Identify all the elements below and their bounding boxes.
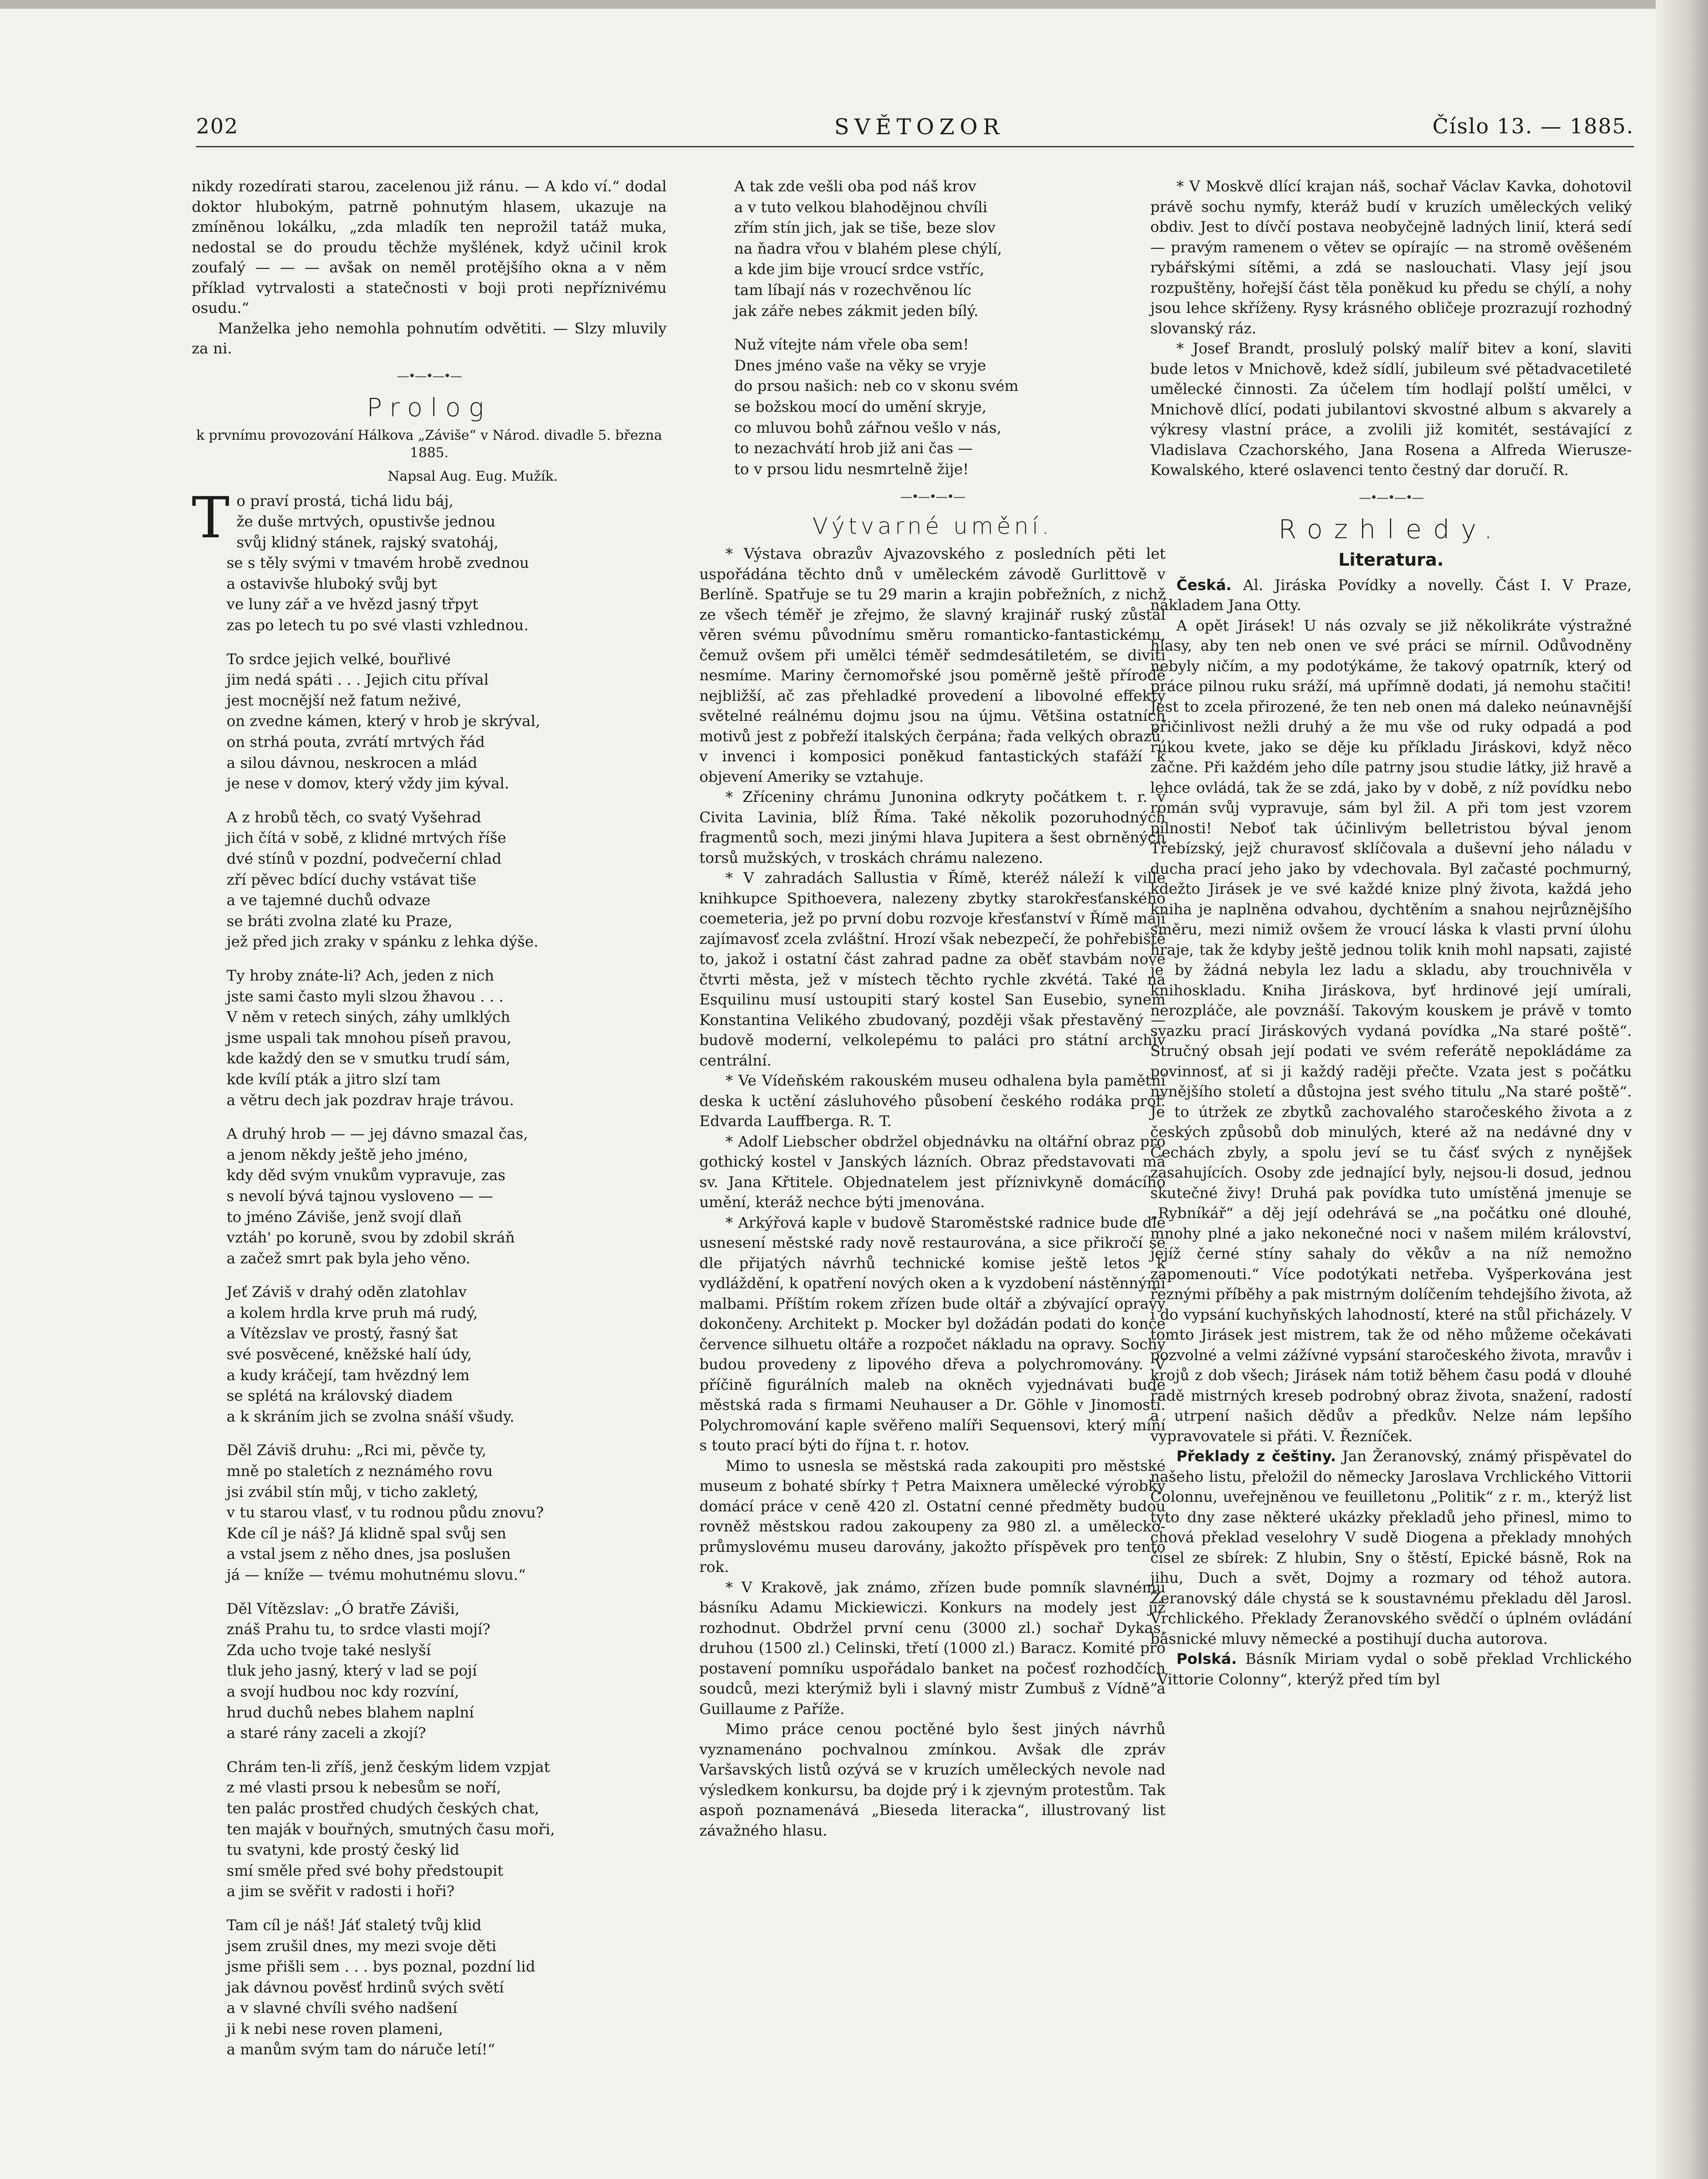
poem-line: do prsou našich: neb co v skonu svém <box>734 377 1019 395</box>
poem-line: Děl Záviš druhu: „Rci mi, pěvče ty, <box>227 1442 487 1459</box>
poem-line: se s těly svými v tmavém hrobě zvednou <box>227 554 529 572</box>
poem-line: svůj klidný stánek, rajský svatoháj, <box>236 533 498 551</box>
preklady-text: Jan Žeranovský, známý přispěvatel do našeho listu, přeložil do německy Jaroslava Vrchlického Vittorii Colonnu, uveřejněnou ve feuilletonu „Politik“ z r. m., kterýž list tyto dny zase některé ukázky překladů jeho přinesl, mimo to chová překlad veselohry V sudě Diogena a překlady mnohých čísel ze sbírek: Z hlubin, Sny o štěstí, Epické básně, Rok na jihu, Duch a svět, Dojmy a rozmary od téhož autora. Žeranovský dále chystá se k soustavnému překladu děl Jarosl. Vrchlického. Překlady Žeranovského svědčí o úplném ovládání básnické mluvy německé a postihují ducha autorova. <box>1150 1448 1632 1648</box>
poem-line: zří pěvec bdící duchy vstávat tiše <box>227 871 477 889</box>
poem-line: to v prsou lidu nesmrtelně žije! <box>734 460 969 478</box>
poem-line: kde každý den se v smutku trudí sám, <box>227 1050 511 1068</box>
poem-line: zřím stín jich, jak se tiše, beze slov <box>734 219 996 237</box>
stanza-gap <box>192 1427 667 1440</box>
poem-line: on strhá pouta, zvrátí mrtvých řád <box>227 733 485 751</box>
prolog-subtitle: k prvnímu provozování Hálkova „Záviše“ v Národ. divadle 5. března 1885. <box>196 427 662 461</box>
polska-label: Polská. <box>1176 1650 1237 1668</box>
stanza-gap <box>192 1269 667 1282</box>
masthead-title: SVĚTOZOR <box>834 114 1005 139</box>
column-left <box>192 176 667 2060</box>
stanza-gap <box>192 1902 667 1915</box>
issue-number: Číslo 13. — 1885. <box>1432 114 1634 139</box>
poem-line: to nezachvátí hrob již ani čas — <box>734 440 973 458</box>
poem-line: a silou dávnou, neskrocen a mlád <box>227 754 478 772</box>
polska-paragraph <box>1150 1649 1632 1690</box>
news-paragraph: * Ve Vídeňském rakouském museu odhalena byla pamětní deska k uctění zásluhového působení českého rodáka prof. Edvarda Lauffberga. R. T. <box>699 1072 1166 1130</box>
poem-line: že duše mrtvých, opustivše jednou <box>236 513 496 531</box>
review-heading <box>1150 575 1632 616</box>
fine-arts-news <box>699 544 1166 1841</box>
ornament-divider: —•—•—•— <box>900 489 965 504</box>
stanza-gap <box>192 1744 667 1757</box>
section-title-fine-arts: Výtvarné umění. <box>812 513 1053 540</box>
poem-line: a kolem hrdla krve pruh má rudý, <box>227 1304 478 1322</box>
poem-line: a větru dech jak pozdrav hraje trávou. <box>227 1091 514 1109</box>
byline: Napsal Aug. Eug. Mužík. <box>387 468 558 484</box>
review-paragraph: A opět Jirásek! U nás ozvaly se již několikráte výstražné hlasy, aby ten neb onen ve své práci se mírnil. Odůvodněny nebyly ničím, a my podotýkáme, že takový opatrník, který od práce pilnou ruku sráží, má upřímně dodati, já nemohu stačiti! Jest to zcela přirozené, že ten neb onen má daleko neúnavnější přičinlivost nežli druhý a že mu vše od ruky odpadá a pod rukou kvete, jako se děje ku příkladu Jiráskovi, když něco začne. Při každém jeho díle patrny jsou studie látky, již hravě a lehce ovládá, tak že se zdá, jako by v době, z níž povídku nebo román svůj vypravuje, sám byl žil. A při tom jest vzorem pilnosti! Neboť tak účinlivým belletristou býval jenom Třebízský, jejž churavosť sklíčovala a duševní jeho náladu v ducha prací jeho jako by vdechovala. Byl začasté pochmurný, kdežto Jirásek je ve své každé knize plný života, každá jeho kniha je naplněna odvahou, dychtěním a snahou nejrůznějšího směru, mezi nimiž ovšem že vroucí láska k vlasti první úlohu hraje, tak že kdyby ještě jednou tolik knih mohl napsati, zajisté je by žádná nebyla lez ladu a skladu, aby trouchnivěla v knihoskladu. Kniha Jiráskova, byť hrdinové její umírali, nerozpláče, ale povznáší. Takovým kouskem je právě v tomto svazku prací Jiráskových vydaná povídka „Na staré poště“. Stručný obsah její podati ve svém referátě nepokládáme za povinnosť, ať si ji každý raději přečte. Vzata jest s počátku nynějšího století a důstojna jest svého titulu „Na staré poště“. Je to útržek ze zbytků zachovalého staročeského života a z českých způsobů dob minulých, které až na nedávné dny v Čechách zbyly, a spolu jeví se tu čásť svých z nynějšek zasahujících. Osoby zde jednající byly, nejsou-li dosud, jednou skutečné živy! Druhá pak povídka tuto umístěná jmenuje se „Rybníkář“ a děj její odehrává se „na počátku oné dlouhé, mnohy plné a jako nekonečné noci v našem milém království, jejíž černé stíny sahaly do věkův a na níž nemožno zapomenouti.“ Více podotýkati netřeba. Vyšperkována jest řeznými příběhy a pak mistrným dolíčením tehdejšího života, až i do vypsání kuchyňských lahodností, které na stůl přicházely. V tomto Jirásek jest mistrem, tak že od něho můžeme očekávati pozvolné a velmi zážívné vypsání staročeského života, mravův i krojů z dob všech; Jirásek nám totiž během času podá v dlouhé řadě mistrných kreseb podrobný obraz života, snažení, radostí a utrpení našich dědův a předkův. Nelze nám lepšího vypravovatele si přáti. V. Řezníček. <box>1150 617 1632 1445</box>
story-ending-paragraph: nikdy rozedírati starou, zacelenou již ránu. — A kdo ví.“ dodal doktor hlubokým, patrně pohnutým hlasem, ukazuje na zmíněnou lokálku, „zda mladík ten neprožil tatáž muka, nedostal se do proudu těchže myšlének, když učinil krok zoufalý — — — avšak on neměl protějšího okna a v něm příklad vytrvalosti a statečnosti v boji proti nepříznivému osudu.“ <box>192 178 667 317</box>
poem-line: vztáh' po koruně, svou by zdobil skráň <box>227 1229 515 1247</box>
news-paragraph: * Zříceniny chrámu Junonina odkryty počátkem t. r. v Civita Lavinia, blíž Říma. Také několik pozoruhodných fragmentů soch, mezi jinými hlava Jupitera a šest obrněných torsů mužských, v troskách chrámu nalezeno. <box>699 788 1166 867</box>
column-right <box>1150 176 1632 1690</box>
stanza-gap <box>192 1586 667 1599</box>
poem-line: smí směle před své bohy předstoupit <box>227 1862 504 1880</box>
poem-line: Tam cíl je náš! Jáť staletý tvůj klid <box>227 1916 482 1934</box>
stanza-gap <box>699 322 1166 335</box>
poem-line: jsme uspali tak mnohou píseň pravou, <box>227 1029 512 1047</box>
poem-line: to jméno Záviše, jenž svojí dlaň <box>227 1208 462 1226</box>
news-paragraph: Mimo to usnesla se městská rada zakoupiti pro městské museum z bohaté sbírky † Petra Maixnera umělecké výrobky domácí práce v ceně 420 zl. Ostatní cenné předměty budou rovněž městskou radou zakoupeny za 980 zl. a umělecko-průmyslovému museu darovány, jakožto příspěvek pro tento rok. <box>699 1457 1166 1576</box>
poem-line: jsem zrušil dnes, my mezi svoje děti <box>227 1937 497 1955</box>
poem-line: já — kníže — tvému mohutnému slovu.“ <box>227 1566 526 1584</box>
stanza-gap <box>192 794 667 808</box>
poem-line: Kde cíl je náš? Já klidně spal svůj sen <box>227 1524 506 1542</box>
poem-line: a vstal jsem z něho dnes, jsa poslušen <box>227 1545 511 1563</box>
poem-line: a svojí hudbou noc kdy rozvíní, <box>227 1683 459 1700</box>
poem-line: V něm v retech siných, záhy umlklých <box>227 1008 511 1026</box>
poem-line: jim nedá spáti . . . Jejich citu příval <box>227 671 489 689</box>
poem-line: a jenom někdy ještě jeho jméno, <box>227 1146 468 1164</box>
poem-line: s nevolí bývá tajnou vysloveno — — <box>227 1187 493 1205</box>
stanza-gap <box>192 636 667 649</box>
header-rule <box>196 146 1634 147</box>
ornament-divider: —•—•—•— <box>1359 490 1423 505</box>
ceska-text: Al. Jiráska Povídky a novelly. Část I. V Praze, nákladem Jana Otty. <box>1150 576 1632 614</box>
prolog-title: Prolog <box>366 392 492 422</box>
poem-line: jsi zvábil stín můj, v ticho zakletý, <box>227 1483 479 1501</box>
page-number: 202 <box>196 114 239 139</box>
poem-line: hrud duchů nebes blahem naplní <box>227 1704 474 1721</box>
translations-paragraph <box>1150 1446 1632 1649</box>
news-paragraph: * Adolf Liebscher obdržel objednávku na oltářní obraz pro gothický kostel v Janských lázních. Obraz představovati má sv. Jana Křtitele. Objednatelem jest příznivkyně domácího umění, kteráž nechce býti jmenována. <box>699 1133 1166 1212</box>
poem-line: Ty hroby znáte-li? Ach, jeden z nich <box>227 967 495 984</box>
subsection-literatura: Literatura. <box>1338 550 1444 570</box>
poem-line: tluk jeho jasný, který v lad se pojí <box>227 1662 477 1680</box>
poem-line: kde kvílí pták a jitro slzí tam <box>227 1070 441 1088</box>
poem-line: znáš Prahu tu, to srdce vlasti mojí? <box>227 1621 491 1639</box>
poem-line: jest mocnější než fatum neživé, <box>227 692 462 709</box>
poem-line: své posvěcené, kněžské halí údy, <box>227 1346 472 1364</box>
news-paragraph: * V Moskvě dlící krajan náš, sochař Václav Kavka, dohotovil právě sochu nymfy, kteráž budí v kruzích uměleckých veliký obdiv. Jest to dívčí postava neobyčejně ladných linií, která sedí — pravým ramenem o větev se opírajíc — na stromě ověšeném rybářskými sítěmi, a zdá se naslouchati. Vlasy její jsou rozpuštěny, hořejší část těla poněkud ku předu se chýlí, a nohy jsou lehce skříženy. Rysy krásného obličeje prozrazují rozhodný slovanský ráz. <box>1150 178 1632 337</box>
poem-continuation <box>699 176 1166 480</box>
story-ending-paragraph: Manželka jeho nemohla pohnutím odvětiti. — Slzy mluvily za ni. <box>192 319 667 357</box>
poem-line: a manům svým tam do náruče letí!“ <box>227 2041 495 2059</box>
poem-line: jež před jich zraky v spánku z lehka dýše. <box>227 933 539 951</box>
poem-line: a Vítězslav ve prostý, řasný šat <box>227 1325 458 1343</box>
poem-line: co mluvou bohů zářnou vešlo v nás, <box>734 419 1002 437</box>
news-paragraph: Mimo práce cenou poctěné bylo šest jiných návrhů vyznamenáno pochvalnou zmínkou. Avšak dle zpráv Varšavských listů ozývá se v kruzích uměleckých nevole nad výsledkem konkursu, ba dojde prý i k zjevným protestům. Tak aspoň poznamenává „Bieseda literacka“, illustrovaný list závažného hlasu. <box>699 1721 1166 1840</box>
poem-line: jak dávnou pověsť hrdinů svých světí <box>227 1979 504 1996</box>
news-paragraph: * V Krakově, jak známo, zřízen bude pomník slavnému básníku Adamu Mickiewiczi. Konkurs na modely jest již rozhodnut. Obdržel první cenu (3000 zl.) sochař Dykas, druhou (1500 zl.) Celinski, třetí (1000 zl.) Baracz. Komité pro postavení pomníku uspořádalo banket na počesť rozhodčích soudců, mezi kterýmiž byli i slavný mistr Zumbuš z Vídně a Guillaume z Paříže. <box>699 1578 1166 1718</box>
poem-line: dvé stínů v pozdní, podvečerní chlad <box>227 850 502 868</box>
poem-line: a v slavné chvíli svého nadšení <box>227 1999 458 2017</box>
ornament-divider: —•—•—•— <box>397 368 461 383</box>
poem-line: A druhý hrob — — jej dávno smazal čas, <box>227 1125 528 1143</box>
poem-line: a v tuto velkou blahodějnou chvíli <box>734 198 988 216</box>
poem-line: on zvedne kámen, který v hrob je skrýval, <box>227 713 540 730</box>
poem-line: z mé vlasti prsou k nebesům se noří, <box>227 1779 502 1797</box>
poem-line: a kudy kráčejí, tam hvězdný lem <box>227 1366 470 1384</box>
poem-line: jich čítá v sobě, z klidné mrtvých říše <box>227 829 506 847</box>
poem-line: se božskou mocí do umění skryje, <box>734 398 987 416</box>
poem-line: Jeť Záviš v drahý oděn zlatohlav <box>227 1283 467 1301</box>
poem-line: jak záře nebes zákmit jeden bílý. <box>734 302 979 320</box>
poem-line: Nuž vítejte nám vřele oba sem! <box>734 336 969 354</box>
stanza-gap <box>192 953 667 966</box>
poem-line: se splétá na královský diadem <box>227 1387 453 1405</box>
poem-line: v tu starou vlasť, v tu rodnou půdu znovu? <box>227 1504 544 1522</box>
column-middle <box>699 176 1166 1841</box>
news-paragraph: * V zahradách Sallustia v Římě, kteréž náleží k ville knihkupce Spithoevera, nalezeny zbytky starokřesťanského coemeteria, jež po první dobu rozvoje křesťanství v Římě mají zajímavosť zcela zvláštní. Hrozí však nebezpečí, že pohřebiště to, jakož i ostatní část zahrad padne za oběť stavbám nové čtvrti města, jež v místech těchto rychle zkvétá. Také na Esquilinu musí ustoupiti starý kostel San Eusebio, synem Konstantina Velikého zbudovaný, později však přestavěný — budově moderní, velkolepému to paláci pro státní archiv centrální. <box>699 869 1166 1069</box>
poem-line: a ve tajemné duchů odvaze <box>227 892 430 910</box>
poem-line: na ňadra vřou v blahém plese chýlí, <box>734 240 1002 258</box>
poem-line: jste sami často myli slzou žhavou . . . <box>227 988 504 1005</box>
poem-line: ji k nebi nese roven plameni, <box>227 2020 444 2038</box>
poem-line: a ostavivše hluboký svůj byt <box>227 575 437 593</box>
poem-line: A tak zde vešli oba pod náš krov <box>734 178 976 195</box>
stanza-gap <box>192 1111 667 1124</box>
section-title-rozhledy: Rozhledy. <box>1278 514 1504 545</box>
news-paragraph: * Josef Brandt, proslulý polský malíř bitev a koní, slaviti bude letos v Mnichově, kdež sídlí, jubileum své pětadvacetileté umělecké činnosti. Za účelem tím hodlají polští umělci, v Mnichově dlící, podati jubilantovi skvostné album s akvarely a výkresy vlastní práce, a zvolili již komitét, sestávající z Vladislava Czachorského, Jana Rosena a Alfreda Wierusze-Kowalského, které oslavenci tento čestný dar doručí. R. <box>1150 340 1632 479</box>
poem-line: Zda ucho tvoje také neslyší <box>227 1641 431 1659</box>
poem-line: a jim se svěřit v radosti i hoři? <box>227 1883 455 1901</box>
scan-page-edge <box>1656 0 1708 2179</box>
poem-line: a kde jim bije vroucí srdce vstříc, <box>734 261 985 278</box>
poem-line: a začež smrt pak byla jeho věno. <box>227 1249 471 1267</box>
poem-line: A z hrobů těch, co svatý Vyšehrad <box>227 808 481 826</box>
poem-line: jsme přišli sem . . . bys poznal, pozdní lid <box>227 1958 535 1976</box>
poem-line-text: o praví prostá, tichá lidu báj, <box>236 492 454 510</box>
polska-text: Básník Miriam vydal o sobě překlad Vrchlického „Vittorie Colonny“, kterýž před tím byl <box>1150 1650 1632 1688</box>
news-paragraph: * Výstava obrazův Ajvazovského z posledních pěti let uspořádána těchto dnů v uměleckém závodě Gurlittově v Berlíně. Spatřuje se tu 29 marin a krajin pobřežních, z nichž ze všech téměř je zřejmo, že slavný krajinář ruský zůstal věren svému původnímu směru romanticko-fantastickému, čemuž ovšem při umělci téměř sedmdesátiletém, se diviti nesmíme. Mariny černomořské jsou poměrně ještě přírodě nejbližší, ač zas přehladké provedení a libovolné effekty světelné reálnému dojmu jsou na újmu. Většina ostatních motivů jest z pobřeží italských čerpána; řada velkých obrazů, v invenci i komposici poněkud fantastických stafáží k objevení Ameriky se vztahuje. <box>699 545 1166 786</box>
poem-line: mně po staletích z neznámého rovu <box>227 1463 493 1480</box>
poem-line: Chrám ten-li zříš, jenž českým lidem vzpjat <box>227 1758 550 1776</box>
poem-line: Dnes jméno vaše na věky se vryje <box>734 356 986 374</box>
poem-line: kdy děd svým vnukům vypravuje, zas <box>227 1167 506 1185</box>
preklady-label: Překlady z češtiny. <box>1176 1448 1336 1465</box>
poem-line: ve luny zář a ve hvězd jasný třpyt <box>227 596 478 614</box>
poem <box>192 484 667 2061</box>
poem-line: zas po letech tu po své vlasti vzhlednou. <box>227 617 529 635</box>
poem-line: tam líbají nás v rozechvěnou líc <box>734 281 972 299</box>
poem-line: To srdce jejich velké, bouřlivé <box>227 650 451 668</box>
drop-cap: T <box>192 484 230 551</box>
poem-line: je nese v domov, který vždy jim kýval. <box>227 775 509 793</box>
poem-line: a staré rány zaceli a zkojí? <box>227 1724 426 1742</box>
poem-line: Děl Vítězslav: „Ó bratře Záviši, <box>227 1600 460 1618</box>
ceska-label: Česká. <box>1176 576 1232 594</box>
poem-line: ten palác prostřed chudých českých chat, <box>227 1799 539 1817</box>
poem-line: ten maják v bouřných, smutných času moři, <box>227 1820 555 1838</box>
poem-line: se bráti zvolna zlaté ku Praze, <box>227 912 453 930</box>
news-paragraph: * Arkýřová kaple v budově Staroměstské radnice bude dle usnesení městské rady nově restaurována, a sice přikročí se dle přijatých návrhů technické komise ještě letos k vydláždění, k opatření nových oken a k vyzdobení nástěnnými malbami. Příštím rokem zřízen bude oltář a zbývající opravy dokončeny. Architekt p. Mocker byl dožádán podati do konce července silhuetu oltáře a rozpočet nákladu na opravy. Sochy budou provedeny z lipového dřeva a polychromovány. V příčině figurálních maleb na okněch vyjednávati bude městská rada s firmami Neuhauser a Dr. Göhle v Jinomostí. Polychromování kaple svěřeno malíři Sequensovi, který míní s touto prací býti do října t. r. hotov. <box>699 1214 1166 1455</box>
poem-line: tu svatyni, kde prostý český lid <box>227 1841 460 1859</box>
poem-line: a k skráním jich se zvolna snáší všudy. <box>227 1408 515 1426</box>
